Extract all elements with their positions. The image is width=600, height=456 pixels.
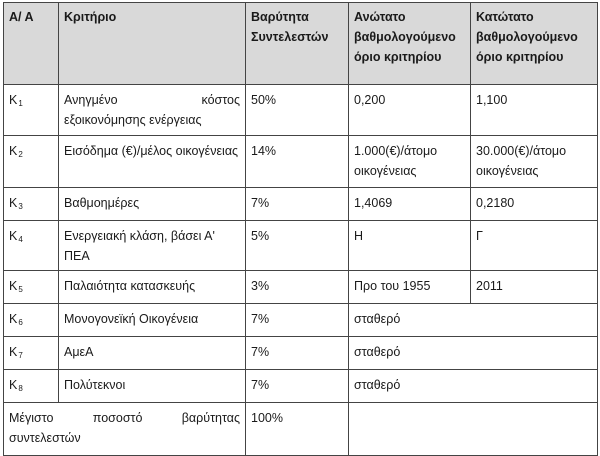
row-upper-limit: 0,200	[349, 85, 471, 136]
row-weight: 3%	[246, 271, 349, 304]
row-lower-limit: 30.000(€)/άτομο οικογένειας	[471, 136, 598, 188]
table-row	[4, 136, 598, 188]
row-merged-limit: σταθερό	[349, 304, 598, 337]
row-criterion: Ενεργειακή κλάση, βάσει Α' ΠΕΑ	[59, 221, 246, 271]
row-weight: 14%	[246, 136, 349, 188]
row-criterion: Παλαιότητα κατασκευής	[59, 271, 246, 304]
row-criterion: ΑμεΑ	[59, 337, 246, 370]
row-id: $K_7$	[4, 337, 59, 370]
criteria-table	[3, 2, 598, 456]
row-id: $K_3$	[4, 188, 59, 221]
row-weight: 5%	[246, 221, 349, 271]
total-label: Μέγιστο ποσοστό βαρύτητας συντελεστών	[4, 403, 246, 456]
row-upper-limit: Η	[349, 221, 471, 271]
row-id: $K_1$	[4, 85, 59, 136]
table-row	[4, 370, 598, 403]
header-aa: Α/ Α	[4, 3, 59, 85]
row-criterion: Ανηγμένο κόστος εξοικονόμησης ενέργειας	[59, 85, 246, 136]
row-upper-limit: Προ του 1955	[349, 271, 471, 304]
row-criterion: Εισόδημα (€)/μέλος οικογένειας	[59, 136, 246, 188]
header-row	[4, 3, 598, 85]
header-lower-limit: Κατώτατο βαθμολογούμενο όριο κριτηρίου	[471, 3, 598, 85]
row-upper-limit: 1.000(€)/άτομο οικογένειας	[349, 136, 471, 188]
row-lower-limit: 0,2180	[471, 188, 598, 221]
row-upper-limit: 1,4069	[349, 188, 471, 221]
table-row	[4, 271, 598, 304]
row-lower-limit: Γ	[471, 221, 598, 271]
header-upper-limit: Ανώτατο βαθμολογούμενο όριο κριτηρίου	[349, 3, 471, 85]
row-criterion: Μονογονεϊκή Οικογένεια	[59, 304, 246, 337]
row-weight: 7%	[246, 188, 349, 221]
row-weight: 7%	[246, 337, 349, 370]
total-row	[4, 403, 598, 456]
row-merged-limit: σταθερό	[349, 370, 598, 403]
row-criterion: Πολύτεκνοι	[59, 370, 246, 403]
row-id: $K_8$	[4, 370, 59, 403]
row-id: $K_2$	[4, 136, 59, 188]
row-lower-limit: 1,100	[471, 85, 598, 136]
row-merged-limit: σταθερό	[349, 337, 598, 370]
total-empty-cell	[349, 403, 598, 456]
row-id: $K_4$	[4, 221, 59, 271]
header-weight: Βαρύτητα Συντελεστών	[246, 3, 349, 85]
row-weight: 7%	[246, 304, 349, 337]
row-id: $K_6$	[4, 304, 59, 337]
row-lower-limit: 2011	[471, 271, 598, 304]
table-row	[4, 188, 598, 221]
table-row	[4, 221, 598, 271]
table-row	[4, 304, 598, 337]
total-value: 100%	[246, 403, 349, 456]
header-criterion: Κριτήριο	[59, 3, 246, 85]
row-weight: 50%	[246, 85, 349, 136]
row-weight: 7%	[246, 370, 349, 403]
row-criterion: Βαθμοημέρες	[59, 188, 246, 221]
table-row	[4, 337, 598, 370]
row-id: $K_5$	[4, 271, 59, 304]
table-row	[4, 85, 598, 136]
